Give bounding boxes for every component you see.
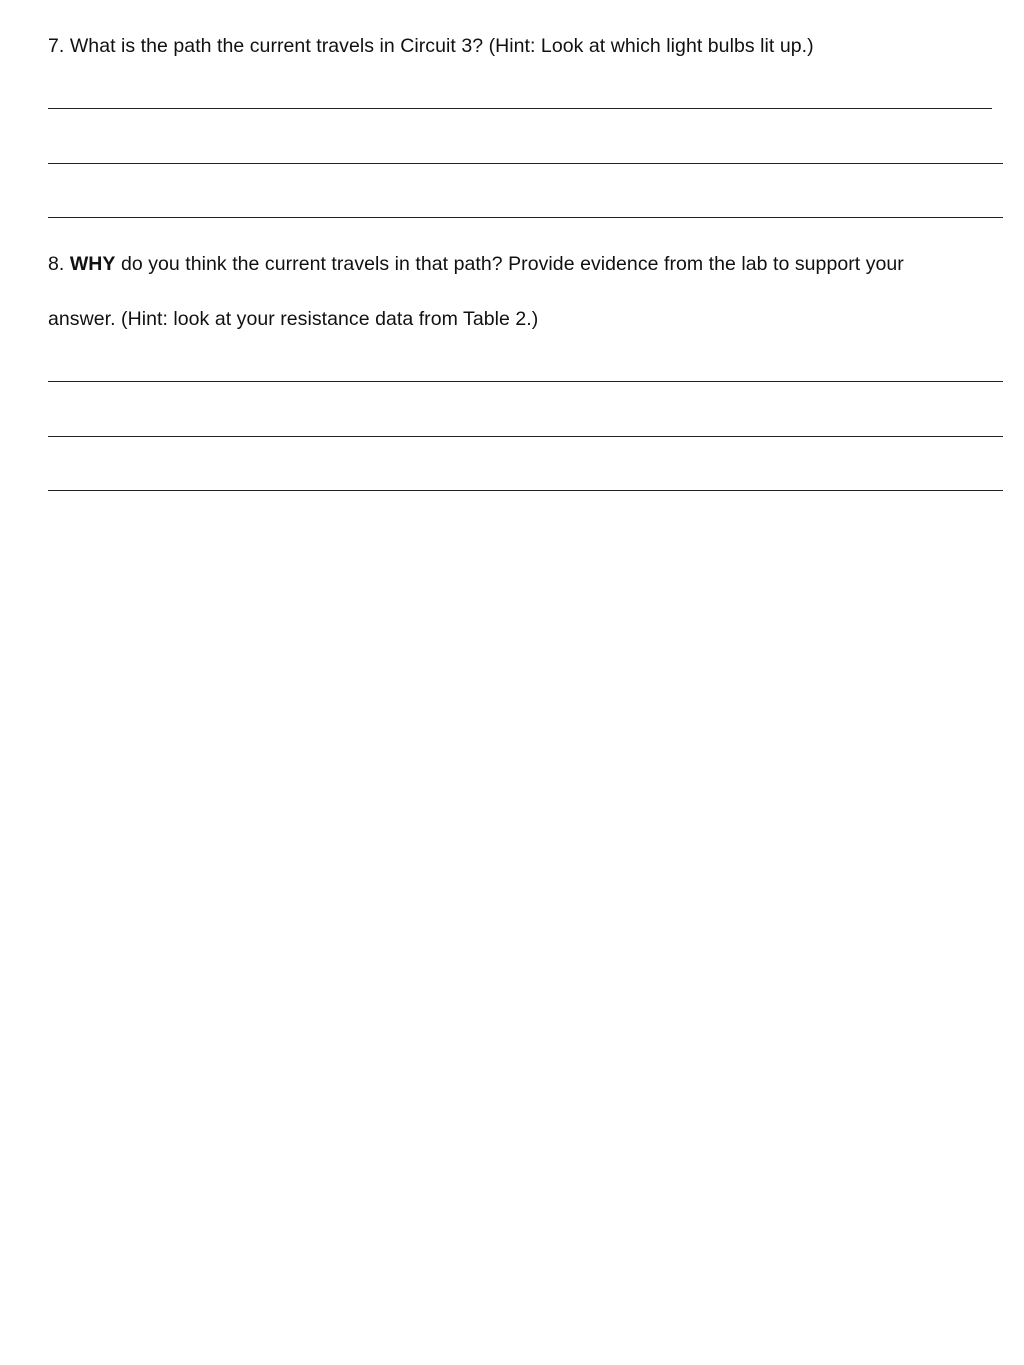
question-7 (48, 34, 814, 58)
question-8-answer-line-1[interactable] (48, 381, 1003, 382)
question-8-line-1 (48, 252, 904, 276)
question-8-emphasis: WHY (69, 253, 116, 275)
question-8-answer-line-2[interactable] (48, 436, 1003, 437)
question-8-answer-line-3[interactable] (48, 490, 1003, 491)
question-7-number: 7. (48, 35, 65, 57)
question-8-line-2 (48, 307, 538, 331)
question-7-answer-line-1[interactable] (48, 108, 992, 109)
question-8-number: 8. (48, 253, 65, 275)
question-7-answer-line-2[interactable] (48, 163, 1003, 164)
question-7-text: What is the path the current travels in Circuit 3? (Hint: Look at which light bulbs lit up.) (69, 35, 814, 57)
question-8-text-line-1: do you think the current travels in that path? Provide evidence from the lab to support your (120, 253, 904, 275)
question-8-text-line-2: answer. (Hint: look at your resistance data from Table 2.) (48, 308, 539, 330)
question-7-answer-line-3[interactable] (48, 217, 1003, 218)
